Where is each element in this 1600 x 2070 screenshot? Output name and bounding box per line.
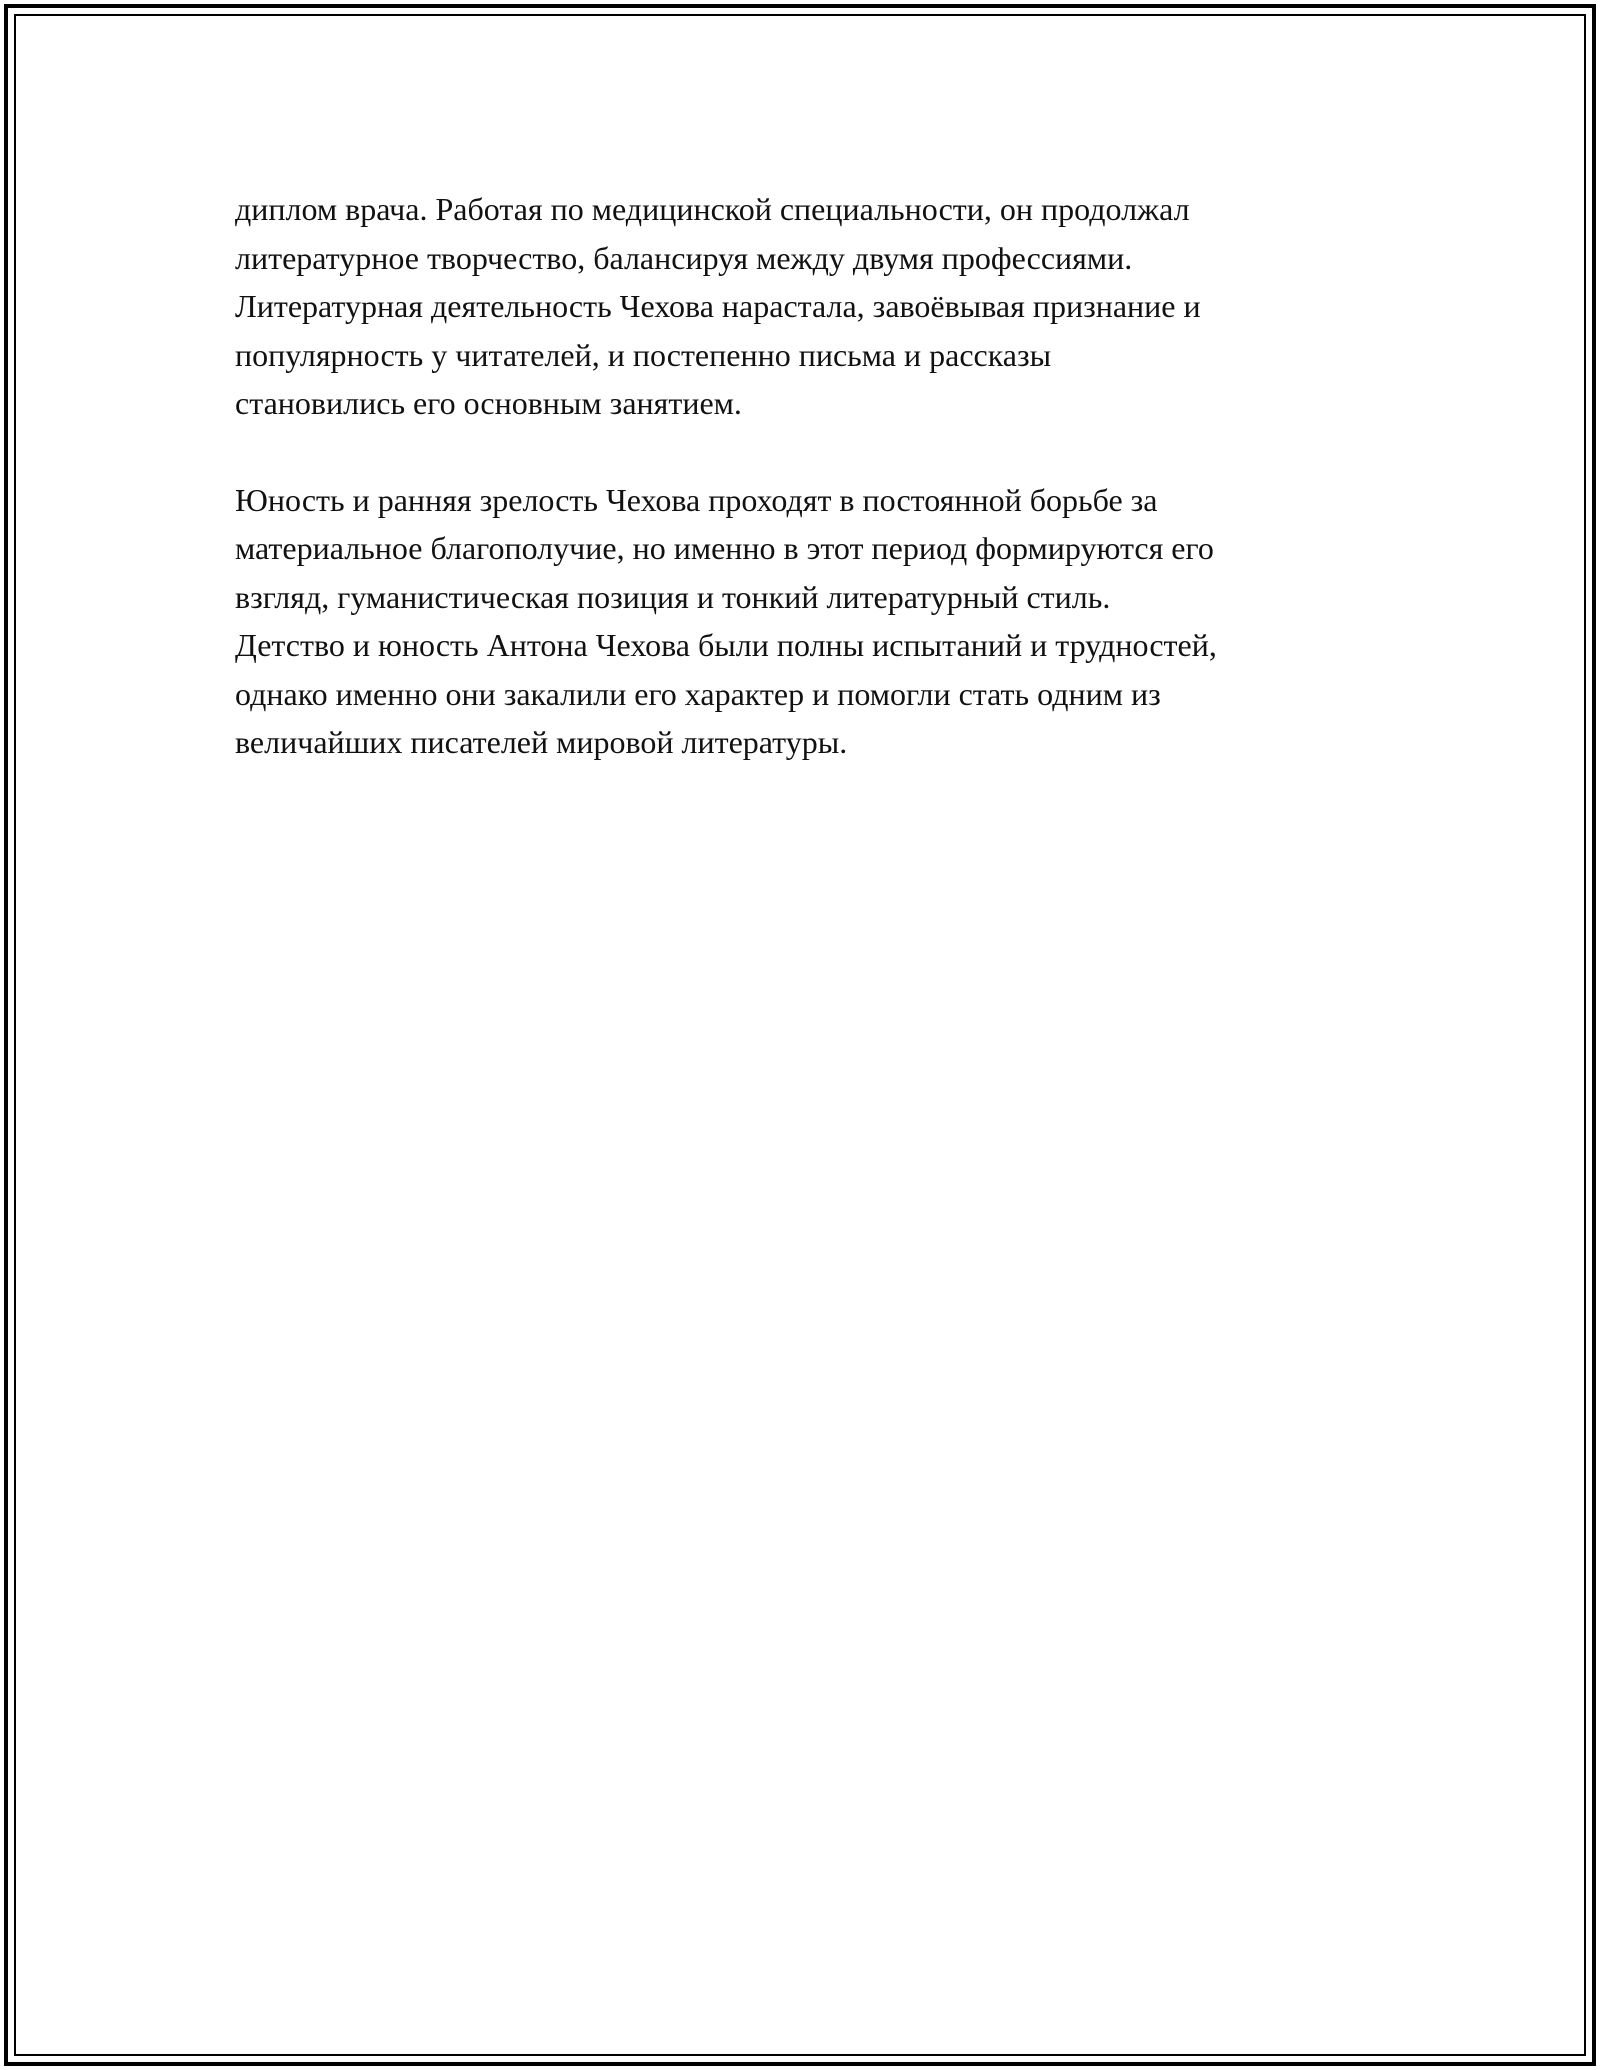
- text-line: однако именно они закалили его характер и помогли стать одним из: [235, 675, 1161, 712]
- paragraph-spacer: [235, 428, 1395, 476]
- text-line: величайших писателей мировой литературы.: [235, 724, 848, 760]
- text-line: диплом врача. Работая по медицинской специальности, он продолжал: [235, 191, 1190, 227]
- paragraph-1: [235, 185, 1395, 428]
- paragraph-2: [235, 476, 1395, 767]
- text-line: материальное благополучие, но именно в этот период формируются его: [235, 530, 1214, 566]
- text-line: литературное творчество, балансируя между двумя профессиями.: [235, 239, 1133, 276]
- text-line: Детство и юность Антона Чехова были полны испытаний и трудностей,: [235, 627, 1217, 663]
- text-line: взгляд, гуманистическая позиция и тонкий литературный стиль.: [235, 578, 1111, 615]
- text-line: популярность у читателей, и постепенно письма и рассказы: [235, 336, 1052, 373]
- document-body: [235, 185, 1395, 767]
- text-line: Юность и ранняя зрелость Чехова проходят в постоянной борьбе за: [235, 481, 1158, 518]
- text-line: становились его основным занятием.: [235, 385, 742, 421]
- text-line: Литературная деятельность Чехова нарастала, завоёвывая признание и: [235, 288, 1201, 324]
